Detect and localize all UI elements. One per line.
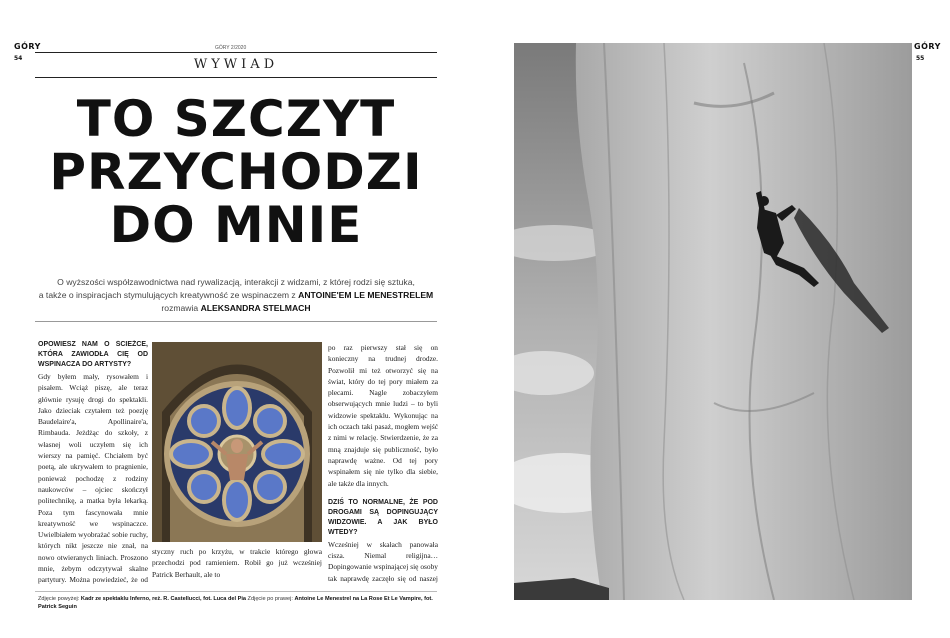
issue-label: GÓRY 2/2020 [215,45,247,51]
caption-credit-2: Antoine Le Menestrel na La Rose Et Le Vampire, fot. Patrick Seguin [38,596,433,610]
caption-credit-1: Kadr ze spektaklu Inferno, reż. R. Castellucci, fot. Luca del Pia [80,596,246,602]
lead-interviewee: ANTOINE'EM LE MENESTRELEM [298,290,434,300]
headline-line-3: DO MNIE [109,196,363,254]
article-column-2: styczny ruch po krzyżu, w trakcie którego głowa przechodzi pod ramieniem. Robił go już wcześniej Patrick Berhault, ale to [152,547,322,579]
lead-line-2-text: a także o inspiracjach stymulujących kreatywność ze wspinaczem z [38,290,296,300]
answer-1-end: po raz pierwszy stał się on konieczny na trudnej drodze. Pozwolił mi też otworzyć się na świat, który do tej pory miałem za plecami. Nagle zobaczyłem obserwujących mnie ludzi – to byli widzowie spektaklu. Wykonując na ich oczach taki pasaż, mogłem wejść z nimi w relację. Stwierdzenie, że za mną znajduje się publiczność, było naprawdę ważne. Od tej pory wspinałem się nie tylko dla siebie, ale także dla innych. [328,343,438,488]
caption-label-1: Zdjęcie powyżej: [38,596,80,602]
section-rule [35,77,437,78]
rose-window-photo [152,342,322,542]
article-column-1 [38,340,148,586]
question-1: OPOWIESZ NAM O ŚCIEŻCE, KTÓRA ZAWIODŁA CIĘ OD WSPINACZA DO ARTYSTY? [38,341,148,368]
headline-line-2: PRZYCHODZI [49,143,423,201]
rose-window-illustration [152,342,322,542]
headline-line-1: TO SZCZYT [76,90,396,148]
answer-2: Wcześniej w skałach panowała cisza. Niemal religijna… Dopingowanie wspinającej się osoby tak naprawdę zaczęło się od naszej [328,539,438,583]
lead-line-3 [35,302,437,315]
lead-rule [35,321,437,322]
lead-author: ALEKSANDRA STELMACH [200,303,311,313]
article-column-3 [328,342,438,586]
lead-line-3-text: rozmawia [161,303,199,313]
question-2: DZIŚ TO NORMALNE, ŻE POD DROGAMI SĄ DOPINGUJĄCY WIDZOWIE. A JAK BYŁO WTEDY? [328,498,438,536]
photo-caption [38,595,438,611]
cliff-illustration [514,43,912,600]
climbing-photo [514,43,912,600]
headline [35,90,437,254]
page-number-right: 55 [916,55,925,62]
lead-line-2 [35,289,437,302]
brand-logo-right: GÓRY [914,42,941,51]
brand-logo: GÓRY [14,42,41,51]
answer-1: Gdy byłem mały, rysowałem i pisałem. Wciąż piszę, ale teraz głównie rysuję drogi do spektakli. Jako dzieciak czytałem też poezję Baudelaire'a, Apollinaire'a, Rimbauda. Jeżdżąc do szkoły, z własnej woli uczyłem się ich wierszy na pamięć. Chciałem być poetą, ale ukrywałem to pragnienie, ponieważ pochodzę z rodziny naukowców – ojciec skończył politechnikę, a matka była lekarką. Poza tym fascynowała mnie kreatywność we wspinaczce. Uwielbiałem wyobrażać sobie ruchy, których nikt jeszcze nie znał, na nowo otwieranych liniach. Proszono mnie, żebym odczytywał skalne partytury. Można powiedzieć, że od [38,372,148,585]
page-number: 54 [14,55,23,62]
caption-label-2: Zdjęcie po prawej: [247,596,293,602]
lead-line-1: O wyższości współzawodnictwa nad rywalizacją, interakcji z widzami, z której rodzi się sztuka, [57,277,415,287]
caption-rule [35,591,437,592]
lead-paragraph [35,276,437,315]
top-rule [35,52,437,53]
section-label: WYWIAD [193,57,279,72]
